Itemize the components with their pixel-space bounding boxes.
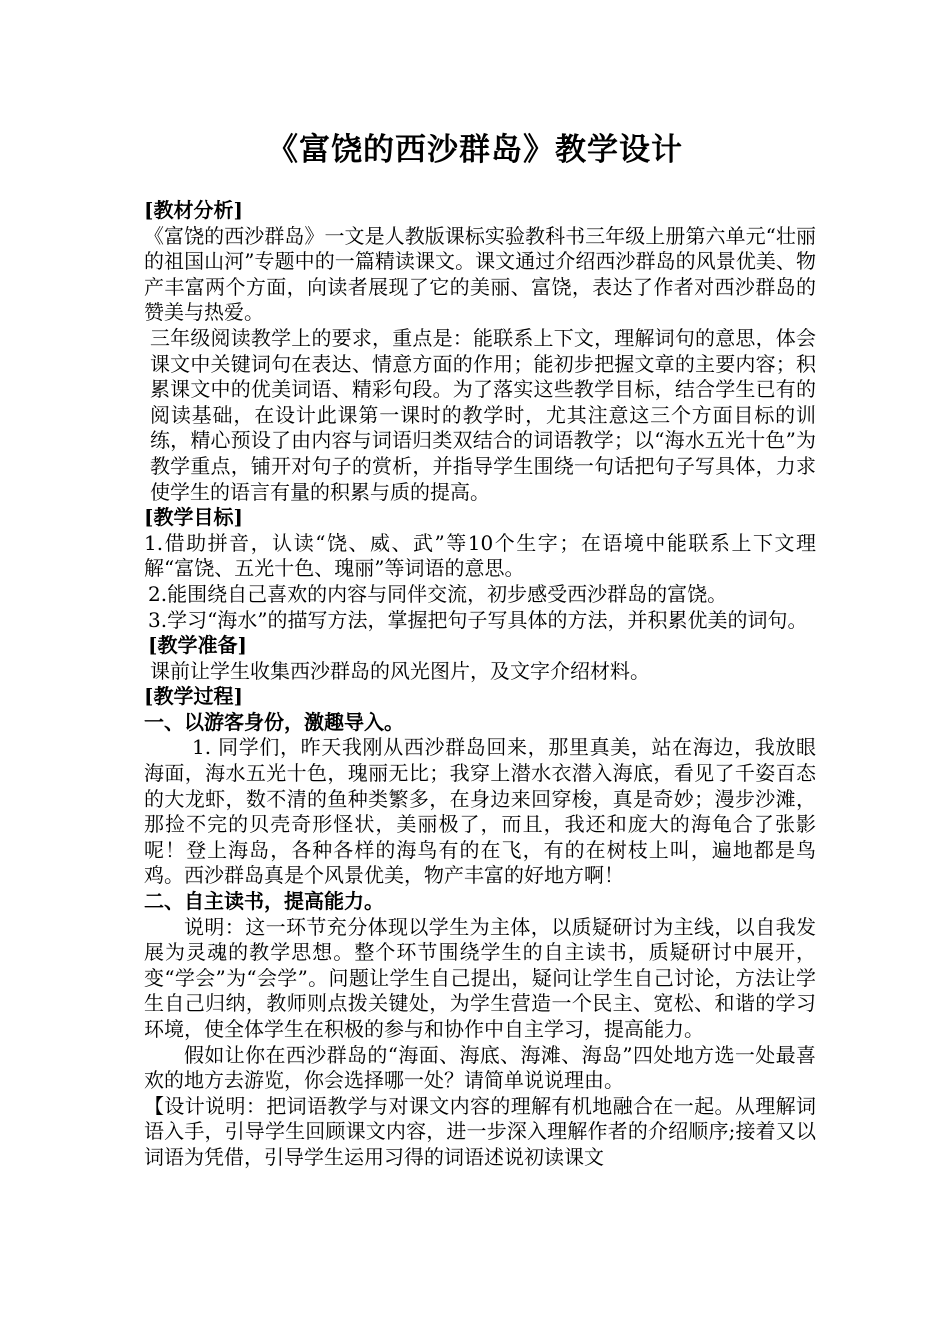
section-heading-teaching-process: [教学过程] bbox=[144, 684, 243, 709]
paragraph-material-intro: 《富饶的西沙群岛》一文是人教版课标实验教科书三年级上册第六单元“壮丽的祖国山河”专题中的一篇精读课文。课文通过介绍西沙群岛的风景优美、物产丰富两个方面，向读者展现了它的美丽、富饶，表达了作者对西沙群岛的赞美与热爱。 bbox=[144, 223, 816, 325]
section-heading-teaching-preparation: [教学准备] bbox=[148, 633, 247, 658]
paragraph-step-1-intro: 1. 同学们，昨天我刚从西沙群岛回来，那里真美，站在海边，我放眼海面，海水五光十色，瑰丽无比；我穿上潜水衣潜入海底，看见了千姿百态的大龙虾，数不清的鱼种类繁多，在身边来回穿梭，真是奇妙；漫步沙滩，那捡不完的贝壳奇形怪状，美丽极了，而且，我还和庞大的海龟合了张影呢！登上海岛，各种各样的海鸟有的在飞，有的在树枝上叫，遍地都是鸟鸡。西沙群岛真是个风景优美，物产丰富的好地方啊！ bbox=[144, 735, 816, 888]
step-heading-2: 二、自主读书，提高能力。 bbox=[144, 889, 384, 914]
paragraph-preparation: 课前让学生收集西沙群岛的风光图片，及文字介绍材料。 bbox=[150, 658, 650, 683]
step-heading-1: 一、以游客身份，激趣导入。 bbox=[144, 709, 404, 734]
document-body bbox=[144, 198, 816, 1171]
section-heading-teaching-goals: [教学目标] bbox=[144, 505, 243, 530]
paragraph-step-2-explanation: 说明：这一环节充分体现以学生为主体，以质疑研讨为主线，以自我发展为灵魂的教学思想。整个环节围绕学生的自主读书，质疑研讨中展开，变“学会”为“会学”。问题让学生自己提出，疑问让学生自己讨论，方法让学生自己归纳，教师则点拨关键处，为学生营造一个民主、宽松、和谐的学习环境，使全体学生在积极的参与和协作中自主学习，提高能力。 bbox=[144, 914, 816, 1041]
paragraph-design-note: 【设计说明：把词语教学与对课文内容的理解有机地融合在一起。从理解词语入手，引导学生回顾课文内容，进一步深入理解作者的介绍顺序;接着又以词语为凭借，引导学生运用习得的词语述说初读课文 bbox=[144, 1093, 816, 1169]
paragraph-step-2-question: 假如让你在西沙群岛的“海面、海底、海滩、海岛”四处地方选一处最喜欢的地方去游览，你会选择哪一处？请简单说说理由。 bbox=[144, 1042, 816, 1093]
goal-item-1: 1.借助拼音，认读“饶、威、武”等10个生字；在语境中能联系上下文理解“富饶、五光十色、瑰丽”等词语的意思。 bbox=[144, 530, 816, 581]
section-heading-material-analysis: [教材分析] bbox=[144, 198, 243, 222]
goal-item-2: 2.能围绕自己喜欢的内容与同伴交流，初步感受西沙群岛的富饶。 bbox=[148, 581, 728, 606]
goal-item-3: 3.学习“海水”的描写方法，掌握把句子写具体的方法，并积累优美的词句。 bbox=[148, 607, 808, 632]
document-title: 《富饶的西沙群岛》教学设计 bbox=[267, 132, 683, 168]
paragraph-reading-requirements: 三年级阅读教学上的要求，重点是：能联系上下文，理解词句的意思，体会课文中关键词句在表达、情意方面的作用；能初步把握文章的主要内容；积累课文中的优美词语、精彩句段。为了落实这些教学目标，结合学生已有的阅读基础，在设计此课第一课时的教学时，尤其注意这三个方面目标的训练，精心预设了由内容与词语归类双结合的词语教学；以“海水五光十色”为教学重点，铺开对句子的赏析，并指导学生围绕一句话把句子写具体，力求使学生的语言有量的积累与质的提高。 bbox=[150, 325, 816, 504]
